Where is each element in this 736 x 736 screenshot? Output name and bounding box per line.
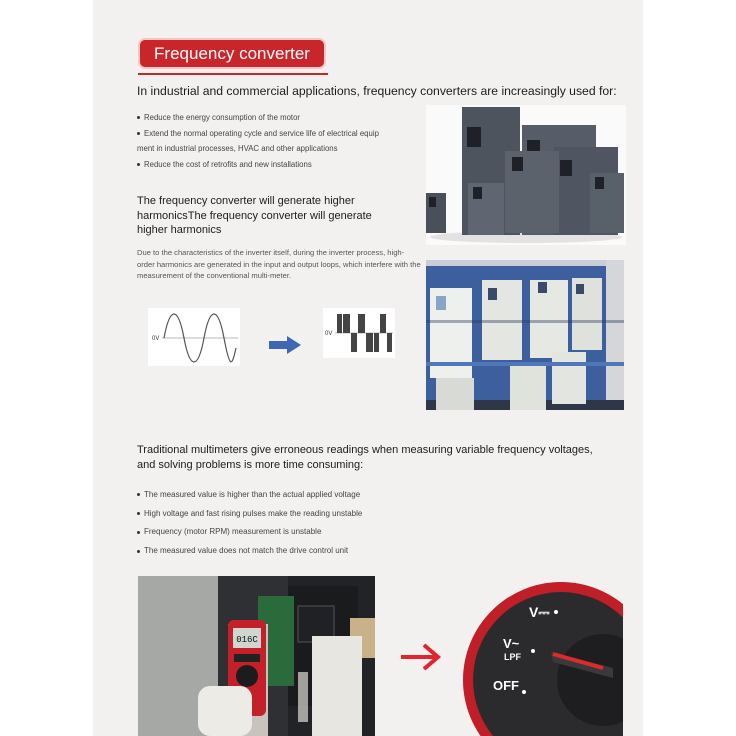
meter-reading: 016C xyxy=(236,635,258,645)
vfd-product-photo xyxy=(426,105,626,245)
right-arrow-icon xyxy=(398,641,442,673)
wave-zero-label: 0V xyxy=(152,336,160,342)
rotary-dial-closeup xyxy=(463,582,623,736)
uses-list xyxy=(137,110,417,172)
list-item: The measured value does not match the drive control unit xyxy=(137,542,437,561)
list-item: Reduce the cost of retrofits and new installations xyxy=(137,157,417,173)
bullet-icon xyxy=(137,493,140,496)
problems-list xyxy=(137,486,437,561)
list-item: The measured value is higher than the actual applied voltage xyxy=(137,486,437,505)
bullet-icon xyxy=(137,531,140,534)
bullet-icon xyxy=(137,550,140,553)
bullet-icon xyxy=(137,163,140,166)
harmonics-heading: The frequency converter will generate higher harmonicsThe frequency converter will generate higher harmonics xyxy=(137,195,372,236)
multimeter-measurement-photo xyxy=(138,576,375,736)
sine-wave-diagram xyxy=(148,308,240,366)
control-cabinet-photo xyxy=(426,260,624,410)
multimeter-heading: Traditional multimeters give erroneous readings when measuring variable frequency voltages, and solving problems is more time consuming: xyxy=(137,444,593,471)
product-page xyxy=(93,0,643,736)
left-margin xyxy=(0,0,93,736)
right-arrow-icon xyxy=(269,336,301,354)
page-title: Frequency converter xyxy=(138,38,326,69)
dial-vdc-label: V⎓ xyxy=(529,604,550,620)
dial-vac-label: V~ xyxy=(503,636,520,651)
list-item: High voltage and fast rising pulses make the reading unstable xyxy=(137,505,437,524)
title-underline xyxy=(138,73,328,75)
list-item: Extend the normal operating cycle and service life of electrical equip xyxy=(137,126,417,142)
list-item: ment in industrial processes, HVAC and other applications xyxy=(137,144,338,153)
intro-text: In industrial and commercial applications, frequency converters are increasingly used for: xyxy=(137,84,617,98)
right-margin xyxy=(643,0,736,736)
bullet-icon xyxy=(137,116,140,119)
list-item: Frequency (motor RPM) measurement is unstable xyxy=(137,523,437,542)
harmonics-paragraph: Due to the characteristics of the inverter itself, during the inverter process, high-order harmonics are generated in the input and output loops, which interfere with the measurement of the conventional multi-meter. xyxy=(137,248,421,280)
square-zero-label: 0V xyxy=(325,331,333,337)
bullet-icon xyxy=(137,132,140,135)
list-item: Reduce the energy consumption of the motor xyxy=(137,110,417,126)
dial-off-label: OFF xyxy=(493,678,519,693)
bullet-icon xyxy=(137,512,140,515)
square-wave-diagram xyxy=(323,308,395,358)
dial-lpf-label: LPF xyxy=(504,652,521,662)
